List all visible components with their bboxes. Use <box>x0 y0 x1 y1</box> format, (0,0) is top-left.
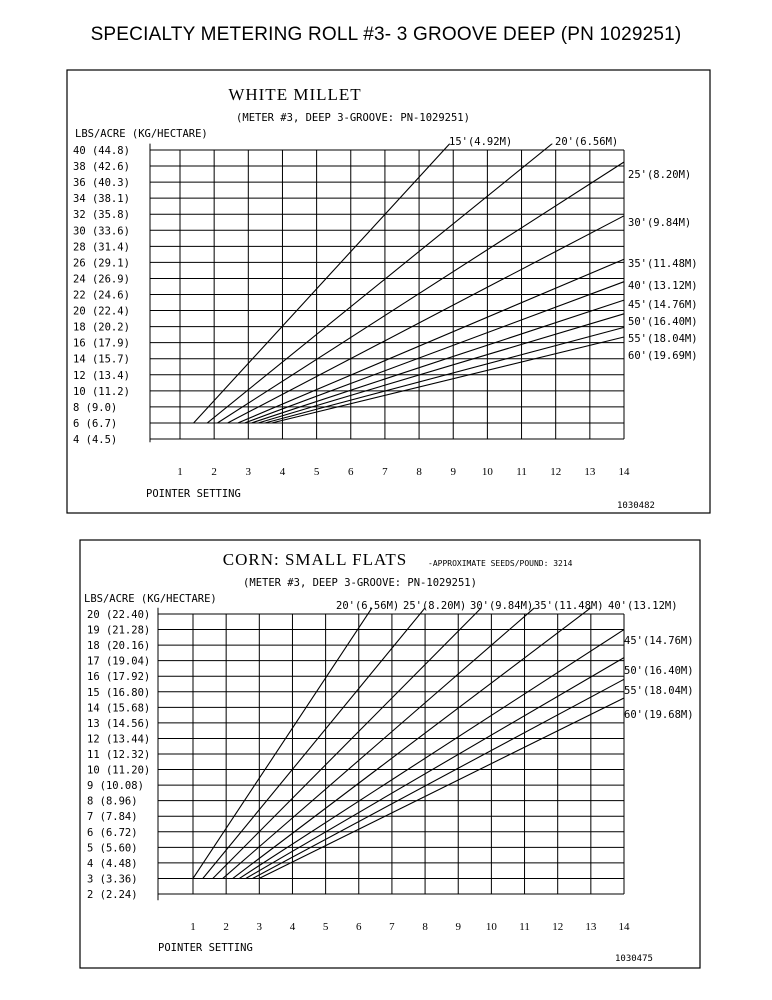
y-tick-label: 12 (13.44) <box>87 733 151 746</box>
series-line <box>223 608 535 879</box>
x-tick-label: 3 <box>256 921 263 933</box>
x-tick-label: 11 <box>516 466 527 478</box>
x-tick-label: 6 <box>356 921 362 933</box>
y-tick-label: 24 (26.9) <box>73 273 130 286</box>
x-tick-label: 1 <box>177 466 183 478</box>
y-tick-label: 16 (17.9) <box>73 337 130 350</box>
chart-subtitle: (METER #3, DEEP 3-GROOVE: PN-1029251) <box>236 112 470 124</box>
series-label: 50'(16.40M) <box>628 316 698 328</box>
series-line <box>213 608 482 879</box>
x-tick-label: 10 <box>485 921 497 933</box>
y-tick-label: 5 (5.60) <box>87 842 138 855</box>
chart-note: -APPROXIMATE SEEDS/POUND: 3214 <box>428 559 573 568</box>
y-tick-label: 6 (6.72) <box>87 826 138 839</box>
y-tick-label: 14 (15.7) <box>73 353 130 366</box>
x-tick-label: 6 <box>348 466 354 478</box>
y-tick-label: 30 (33.6) <box>73 225 130 238</box>
series-line <box>253 679 624 878</box>
x-tick-label: 14 <box>618 921 630 933</box>
x-axis-label: POINTER SETTING <box>158 942 253 954</box>
y-tick-label: 34 (38.1) <box>73 193 130 206</box>
series-label: 25'(8.20M) <box>628 169 692 181</box>
y-tick-label: 17 (19.04) <box>87 655 151 668</box>
x-tick-label: 2 <box>223 921 229 933</box>
series-label: 55'(18.04M) <box>628 333 698 345</box>
y-tick-label: 18 (20.2) <box>73 321 130 334</box>
series-label: 40'(13.12M) <box>608 600 678 612</box>
x-tick-label: 4 <box>279 466 286 478</box>
x-tick-labels <box>177 466 630 478</box>
x-tick-label: 4 <box>289 921 296 933</box>
series-label: 25'(8.20M) <box>403 600 467 612</box>
y-tick-label: 9 (10.08) <box>87 780 144 793</box>
y-tick-label: 10 (11.20) <box>87 764 151 777</box>
series-line <box>218 162 624 423</box>
series-label: 60'(19.69M) <box>628 350 698 362</box>
grid <box>158 608 624 900</box>
grid <box>150 144 624 443</box>
series-labels <box>449 136 698 362</box>
series-line <box>233 608 591 879</box>
y-tick-label: 32 (35.8) <box>73 209 130 222</box>
x-tick-label: 3 <box>245 466 252 478</box>
x-tick-label: 14 <box>618 466 630 478</box>
y-tick-label: 4 (4.5) <box>73 434 118 446</box>
y-tick-label: 38 (42.6) <box>73 161 130 174</box>
x-tick-label: 12 <box>552 921 564 933</box>
y-tick-label: 19 (21.28) <box>87 624 151 637</box>
y-tick-labels <box>73 145 130 446</box>
x-tick-label: 5 <box>313 466 320 478</box>
x-tick-label: 5 <box>322 921 329 933</box>
y-tick-label: 8 (9.0) <box>73 401 118 414</box>
chart-subtitle: (METER #3, DEEP 3-GROOVE: PN-1029251) <box>243 577 477 589</box>
figure-id: 1030475 <box>615 954 653 964</box>
series-label: 20'(6.56M) <box>555 136 619 148</box>
x-tick-label: 8 <box>422 921 428 933</box>
series-label: 15'(4.92M) <box>449 136 513 148</box>
x-tick-label: 12 <box>550 466 562 478</box>
y-tick-label: 20 (22.40) <box>87 609 151 621</box>
y-tick-label: 4 (4.48) <box>87 857 138 870</box>
series-label: 45'(14.76M) <box>628 299 698 311</box>
series-label: 30'(9.84M) <box>628 217 692 229</box>
x-tick-label: 9 <box>450 466 456 478</box>
series-line <box>252 300 624 423</box>
series-label: 35'(11.48M) <box>534 600 604 612</box>
series-label: 35'(11.48M) <box>628 258 698 270</box>
x-tick-label: 10 <box>481 466 493 478</box>
x-tick-label: 1 <box>190 921 196 933</box>
y-tick-label: 26 (29.1) <box>73 257 130 270</box>
x-tick-label: 2 <box>211 466 217 478</box>
x-tick-label: 9 <box>455 921 461 933</box>
y-tick-label: 14 (15.68) <box>87 702 151 715</box>
series-label: 50'(16.40M) <box>624 665 694 677</box>
y-tick-label: 11 (12.32) <box>87 749 151 761</box>
chart-corn-small-flats <box>80 540 700 968</box>
x-tick-label: 13 <box>584 466 596 478</box>
x-tick-label: 11 <box>519 921 530 933</box>
y-tick-label: 2 (2.24) <box>87 889 138 901</box>
y-tick-label: 10 (11.2) <box>73 385 130 398</box>
series-line <box>259 698 624 878</box>
chart-title: WHITE MILLET <box>228 85 362 104</box>
y-tick-label: 36 (40.3) <box>73 177 130 190</box>
series-label: 45'(14.76M) <box>624 635 694 647</box>
x-tick-label: 7 <box>382 466 388 478</box>
series-label: 40'(13.12M) <box>628 280 698 292</box>
y-tick-label: 18 (20.16) <box>87 640 151 653</box>
x-tick-label: 7 <box>389 921 395 933</box>
series-label: 20'(6.56M) <box>336 600 400 612</box>
series-lines <box>194 144 624 423</box>
series-line <box>245 282 624 423</box>
y-tick-label: 7 (7.84) <box>87 811 138 824</box>
y-tick-label: 13 (14.56) <box>87 717 151 730</box>
series-line <box>238 259 624 423</box>
series-line <box>194 144 450 423</box>
chart-white-millet <box>67 70 710 513</box>
series-label: 55'(18.04M) <box>624 685 694 697</box>
series-line <box>272 337 624 423</box>
y-axis-label: LBS/ACRE (KG/HECTARE) <box>84 593 217 605</box>
y-tick-label: 6 (6.7) <box>73 417 118 430</box>
chart-title: CORN: SMALL FLATS <box>222 550 408 569</box>
y-tick-label: 16 (17.92) <box>87 671 151 684</box>
series-line <box>193 608 372 879</box>
series-line <box>246 658 624 879</box>
y-tick-label: 28 (31.4) <box>73 241 130 254</box>
x-axis-label: POINTER SETTING <box>146 488 241 500</box>
x-tick-labels <box>190 921 630 933</box>
page-title: SPECIALTY METERING ROLL #3- 3 GROOVE DEEP (PN 1029251) <box>90 24 682 45</box>
y-tick-label: 12 (13.4) <box>73 369 130 382</box>
y-tick-label: 15 (16.80) <box>87 686 151 699</box>
y-tick-label: 22 (24.6) <box>73 289 130 302</box>
y-tick-label: 20 (22.4) <box>73 305 130 318</box>
y-axis-label: LBS/ACRE (KG/HECTARE) <box>75 128 208 140</box>
y-tick-label: 8 (8.96) <box>87 795 138 808</box>
y-tick-label: 3 (3.36) <box>87 873 138 886</box>
series-label: 30'(9.84M) <box>470 600 534 612</box>
figure-id: 1030482 <box>617 501 655 511</box>
y-tick-labels <box>87 609 150 901</box>
y-tick-label: 40 (44.8) <box>73 145 130 157</box>
series-label: 60'(19.68M) <box>624 709 694 721</box>
x-tick-label: 13 <box>585 921 597 933</box>
series-lines <box>193 608 624 879</box>
x-tick-label: 8 <box>416 466 422 478</box>
